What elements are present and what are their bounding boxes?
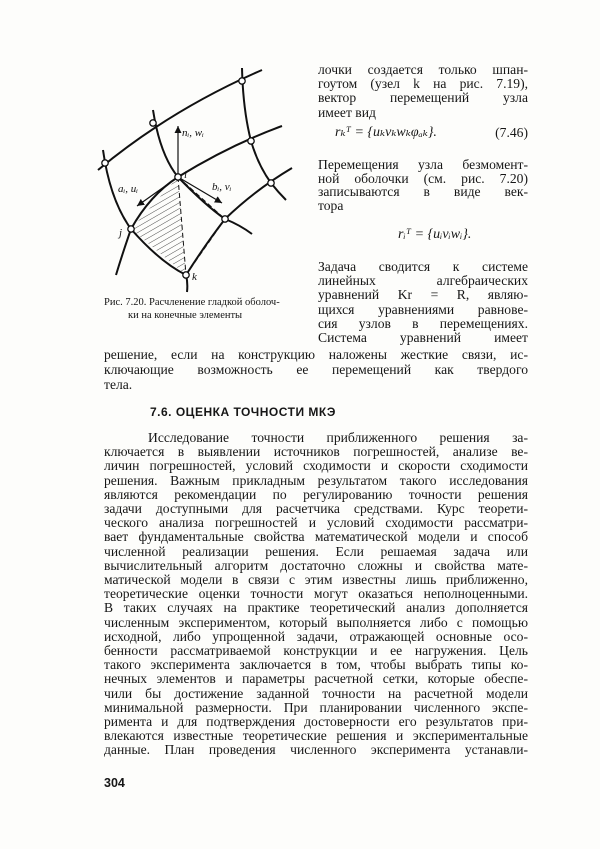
mesh-line <box>225 168 292 219</box>
text-line: матической модели в связи с этим известны лишь приближенно, <box>104 572 528 587</box>
text-line: гоутом (узел k на рис. 7.19), <box>318 76 528 92</box>
text-line: римента и для подтверждения достоверности его результатов при- <box>104 714 528 729</box>
text-line: записываются в виде век- <box>318 184 528 200</box>
text-line: тела. <box>104 377 133 392</box>
text-line: чили бы достижение заданной точности на расчетной модели <box>104 685 528 701</box>
label-node-j: j <box>119 227 123 239</box>
label-tangent-b: bᵢ, vᵢ <box>212 181 232 193</box>
equation-number: (7.46) <box>495 125 528 140</box>
text-line: вектор перемещений узла <box>318 90 528 106</box>
text-line: численной реализации решения. Если решаемая задача или <box>104 543 528 559</box>
text-line: В таких случаях на практике теоретический анализ дополняется <box>104 600 528 616</box>
text-line: численным экспериментом, который выполняется либо с помощью <box>104 614 528 630</box>
text-line: Исследование точности приближенного решения за- <box>148 430 528 445</box>
mesh-line <box>103 150 131 275</box>
text-line: ключающие возможность ее перемещений как твердого <box>104 362 528 377</box>
label-tangent-a: aᵢ, uᵢ <box>118 183 138 195</box>
text-line: имеет вид <box>318 104 376 120</box>
text-line: вычислительный алгоритм достаточно сложны и свойства мате- <box>104 557 528 573</box>
text-line: данные. План проведения численного эксперимента устанавли- <box>104 742 528 758</box>
text-line: Задача сводится к системе <box>318 259 528 274</box>
label-normal: nᵢ, wᵢ <box>182 127 204 139</box>
text-line: нечных элементов и параметры расчетной сетки, которые обеспе- <box>104 671 528 687</box>
text-line: минимальной размерности. При планировании численного экспе- <box>104 699 528 715</box>
text-line: решения. Важным прикладным результатом такого исследования <box>104 472 528 488</box>
text-line: такого эксперимента заключается в том, чтобы выбрать типы ко- <box>104 657 528 673</box>
text-line: являются рекомендации по регулированию точности решения <box>104 486 528 502</box>
text-line: Перемещения узла безмомент- <box>318 157 528 172</box>
mesh-line <box>98 70 262 170</box>
figure-caption: Рис. 7.20. Расчленение гладкой оболоч- <box>104 297 280 308</box>
text-line: влекаются известные теоретические решения и экспериментальные <box>104 728 528 744</box>
text-line: сия узлов в перемещениях. <box>318 315 528 331</box>
page-number: 304 <box>104 776 125 790</box>
text-line: щихся уравнениями равнове- <box>318 301 528 317</box>
figure-shell-mesh <box>0 0 600 295</box>
label-node-i: i <box>184 169 188 181</box>
section-heading: 7.6. ОЦЕНКА ТОЧНОСТИ МКЭ <box>150 405 336 419</box>
text-line: личин погрешностей, условий сходимости и скорости сходимости <box>104 458 528 474</box>
text-line: теоретические оценки точности могут оказаться неполноценными. <box>104 586 528 602</box>
equation-7-46: rₖᵀ = {uₖvₖwₖφₐₖ}. <box>335 125 437 140</box>
text-line: ключается в выявлении источников погрешностей, анализе ве- <box>104 444 528 460</box>
text-line: линейных алгебраических <box>318 273 528 289</box>
text-line: бенности рассматриваемой конструкции и ее нагружения. Цель <box>104 643 528 658</box>
text-line: уравнений Kr = R, являю- <box>318 287 528 303</box>
text-line: лочки создается только шпан- <box>318 62 528 77</box>
figure-caption-cont: ки на конечные элементы <box>128 310 243 321</box>
text-line: вает фундаментальные свойства математической модели и способ <box>104 529 528 545</box>
equation-ri: rᵢᵀ = {uᵢvᵢwᵢ}. <box>398 227 472 242</box>
text-line: решение, если на конструкцию наложены жесткие связи, ис- <box>104 347 528 362</box>
text-line: тора <box>318 198 344 214</box>
text-line: ной оболочки (см. рис. 7.20) <box>318 170 528 186</box>
text-line: ческого анализа погрешностей и условий сходимости рассматри- <box>104 515 528 531</box>
text-line: Система уравнений имеет <box>318 330 528 345</box>
label-node-k: k <box>192 271 197 283</box>
text-line: задачи доступными для расчетчика средствами. Курс теорети- <box>104 501 528 516</box>
text-line: исходной, либо упрощенной задачи, отражающей основные осо- <box>104 628 528 644</box>
